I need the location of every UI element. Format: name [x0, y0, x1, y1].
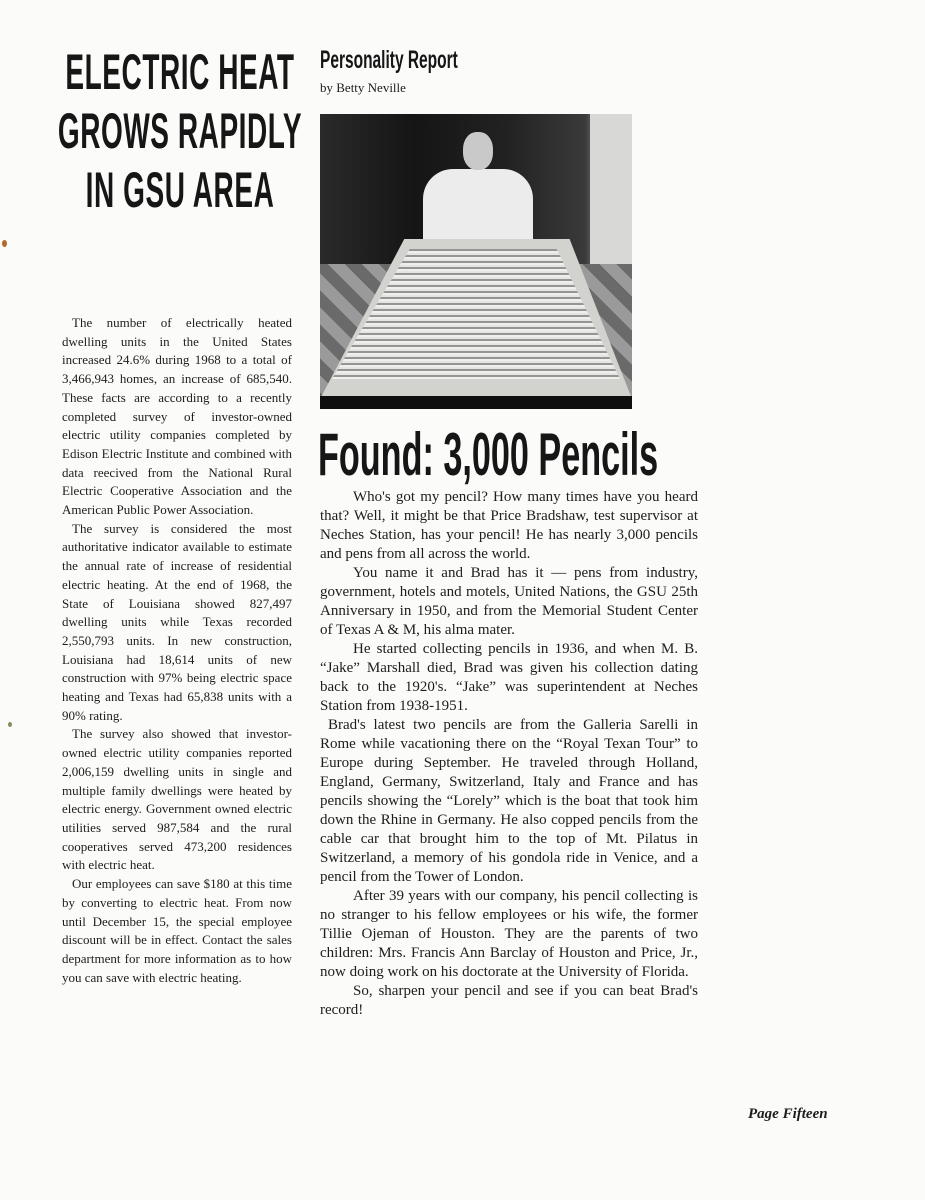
- paragraph: After 39 years with our company, his pencil collecting is no stranger to his fellow employees or his wife, the former Tillie Ojeman of Houston. They are the parents of two children: Mrs. Francis Ann Barclay of Houston and Price, Jr., now doing work on his doctorate at the University of Florida.: [320, 888, 698, 980]
- photo-man-with-pencil-collection: [320, 114, 632, 409]
- paragraph: So, sharpen your pencil and see if you can beat Brad's record!: [320, 983, 698, 1018]
- headline-line: GROWS RAPIDLY: [57, 103, 303, 159]
- paragraph: Brad's latest two pencils are from the Galleria Sarelli in Rome while vacationing there on the “Royal Texan Tour” to Europe during September. He traveled through Holland, England, Germany, Switzerland, Italy and France and has pencils showing the “Lorely” which is the boat that took him down the Rhine in Germany. He also copped pencils from the cable car that brought him to the top of Mt. Pilatus in Switzerland, a memory of his gondola ride in Venice, and a pencil from the Tower of London.: [320, 717, 698, 885]
- photo-border: [320, 396, 632, 409]
- paragraph: The survey is considered the most authoritative indicator available to estimate the annual rate of increase of residential electric heating. At the end of 1968, the State of Louisiana showed 827,497 dwelling units while Texas recorded 2,550,793 units. In new construction, Louisiana had 18,614 units of new construction with 97% being electric space heating and Texas had 65,838 units with a 90% rating.: [62, 520, 292, 723]
- paragraph: He started collecting pencils in 1936, and when M. B. “Jake” Marshall died, Brad was given his collection dating back to the 1920's. “Jake” was superintendent at Neches Station from 1938-1951.: [320, 641, 698, 714]
- paragraph: You name it and Brad has it — pens from industry, government, hotels and motels, United Nations, the GSU 25th Anniversary in 1950, and from the Memorial Student Center of Texas A & M, his alma mater.: [320, 565, 698, 638]
- article-title: [318, 420, 915, 489]
- headline-electric-heat: [58, 44, 302, 224]
- kicker-text: Personality Report: [320, 46, 458, 74]
- paragraph: Who's got my pencil? How many times have you heard that? Well, it might be that Price Bradshaw, test supervisor at Neches Station, has your pencil! He has nearly 3,000 pencils and pens from all across the world.: [320, 489, 698, 562]
- paragraph: Our employees can save $180 at this time by converting to electric heat. From now until December 15, the special employee discount will be in effect. Contact the sales department for more information as to how you can save with electric heating.: [62, 876, 292, 985]
- scan-speck: [2, 240, 7, 247]
- headline-line: ELECTRIC HEAT: [65, 44, 295, 100]
- electric-heat-article-body: [62, 314, 292, 987]
- scan-speck: [8, 722, 12, 727]
- paragraph: The number of electrically heated dwelling units in the United States increased 24.6% during 1968 to a total of 3,466,943 homes, an increase of 685,540. These facts are according to a recently completed survey of investor-owned electric utility companies completed by Edison Electric Institute and combined with data reecived from the National Rural Electric Cooperative Association and the American Public Power Association.: [62, 315, 292, 518]
- page-number: Page Fifteen: [748, 1106, 828, 1122]
- pencils-article-body: [320, 488, 698, 1020]
- photo-person-head: [463, 132, 493, 170]
- headline-line: IN GSU AREA: [85, 162, 275, 218]
- section-kicker: [320, 46, 542, 75]
- paragraph: The survey also showed that investor-owned electric utility companies reported 2,006,159 dwelling units in single and multiple family dwellings were heated by electric energy. Government owned electric utilities served 987,584 and the rural cooperatives served 473,200 residences with electric heat.: [62, 726, 292, 873]
- title-text: Found: 3,000 Pencils: [318, 421, 659, 488]
- photo-person-body: [423, 169, 533, 244]
- byline: by Betty Neville: [320, 80, 406, 95]
